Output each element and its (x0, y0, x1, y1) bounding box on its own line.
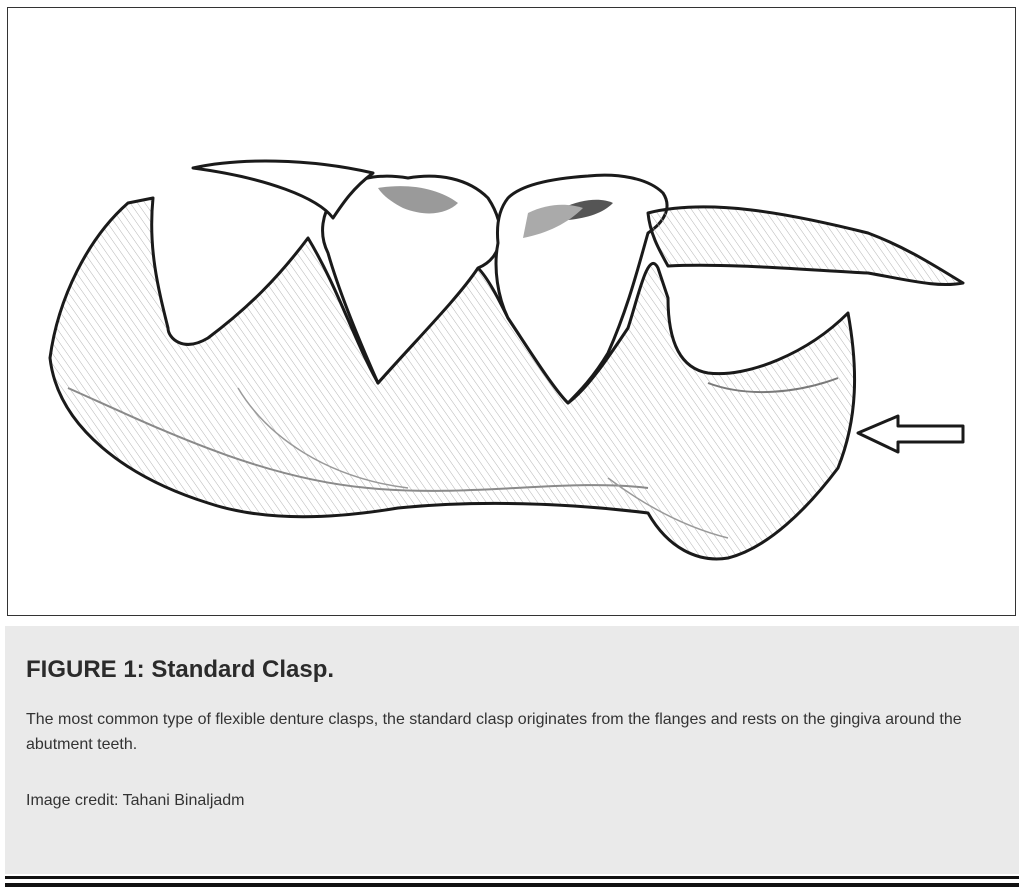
denture-illustration (8, 8, 1015, 615)
divider-rule-bottom (5, 883, 1019, 887)
divider-rule-top (5, 876, 1019, 879)
figure-title: FIGURE 1: Standard Clasp. (26, 656, 335, 683)
figure-description: The most common type of flexible denture clasps, the standard clasp originates from the flanges and rests on the gingiva around the abutment teeth. (26, 711, 962, 753)
image-credit: Image credit: Tahani Binaljadm (26, 792, 245, 809)
pointer-arrow-icon (858, 416, 963, 452)
caption-panel (5, 626, 1019, 874)
figure-frame (7, 7, 1016, 616)
clasp-arm-right (648, 207, 963, 285)
